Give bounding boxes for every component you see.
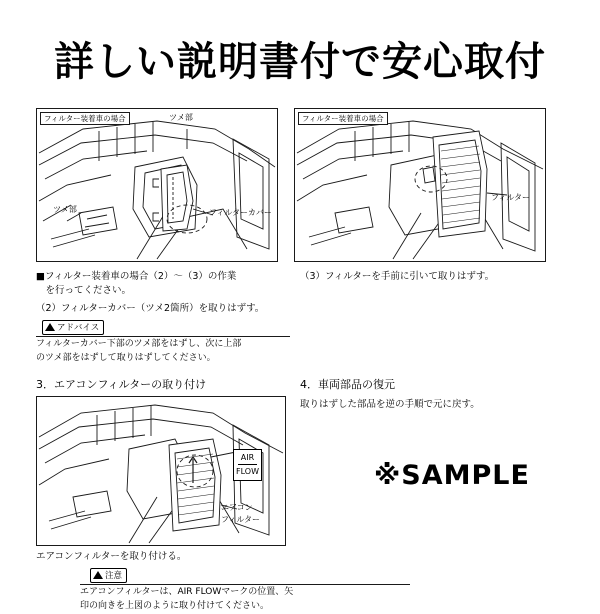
figure-3-callout-line-2: フィルター (221, 515, 261, 524)
figure-2-callout-right: フィルター (491, 193, 531, 202)
advice-badge-label: アドバイス (57, 323, 100, 333)
manual-sheet (18, 98, 582, 611)
caution-line-1: エアコンフィルターは、AIR FLOWマークの位置、矢 (80, 587, 294, 597)
caution-triangle-icon (93, 571, 103, 579)
figure-1-callout-right: フィルターカバー (209, 208, 272, 217)
warning-triangle-icon (45, 323, 55, 331)
sample-watermark: ※SAMPLE (374, 460, 530, 491)
left-note-line-2: を行ってください。 (36, 285, 132, 296)
right-step-3-text: （3）フィルターを手前に引いて取りはずす。 (300, 271, 495, 282)
caution-badge-label: 注意 (105, 571, 123, 581)
figure-1-callout-top: ツメ部 (169, 113, 193, 122)
figure-2-drawing (295, 109, 545, 261)
air-flow-line-2: FLOW (236, 467, 259, 476)
advice-line-2: のツメ部をはずして取りはずしてください。 (36, 353, 216, 363)
step3-title: 3．エアコンフィルターの取り付け (36, 378, 207, 391)
figure-1-box-label: フィルター装着車の場合 (40, 112, 130, 125)
page-title: 詳しい説明書付で安心取付 (54, 39, 546, 85)
figure-3-illustration (36, 396, 286, 546)
caution-line-2: 印の向きを上図のように取り付けてください。 (80, 601, 270, 611)
left-note-line-3: （2）フィルターカバー（ツメ2箇所）を取りはずす。 (36, 303, 265, 314)
figure-1-illustration (36, 108, 278, 262)
figure-2-box-label: フィルター装着車の場合 (298, 112, 388, 125)
figure-3-caption: エアコンフィルターを取り付ける。 (36, 551, 187, 562)
air-flow-mark (233, 449, 262, 481)
advice-line-1: フィルターカバー下部のツメ部をはずし、次に上部 (36, 339, 242, 349)
figure-1-drawing (37, 109, 277, 261)
advice-divider (36, 336, 290, 337)
advice-badge (42, 320, 104, 335)
caution-divider (80, 584, 410, 585)
step4-text: 取りはずした部品を逆の手順で元に戻す。 (300, 399, 480, 410)
left-note-line-1: ■フィルター装着車の場合（2）～（3）の作業 (36, 271, 237, 282)
figure-1-callout-left: ツメ部 (53, 205, 77, 214)
step4-title: 4．車両部品の復元 (300, 378, 395, 391)
air-flow-line-1: AIR (240, 453, 255, 462)
caution-badge (90, 568, 127, 583)
figure-2-illustration (294, 108, 546, 262)
figure-3-callout-line-1: エアコン (221, 503, 253, 512)
air-flow-divider (238, 464, 257, 465)
